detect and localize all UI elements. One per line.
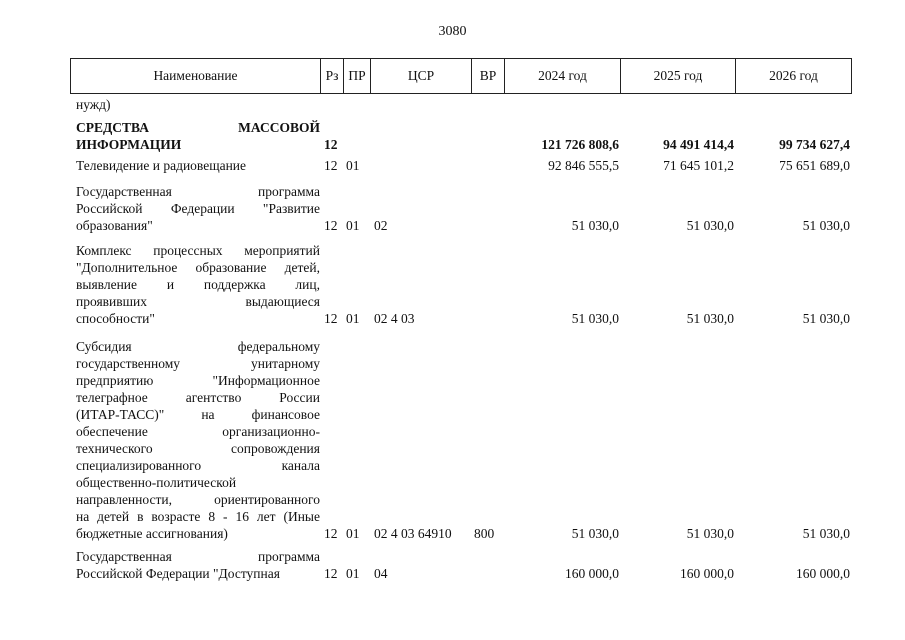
row-name-line: (ИТАР-ТАСС)" на финансовое bbox=[76, 407, 320, 422]
row-rz: 12 bbox=[324, 218, 338, 233]
row-name-line: Телевидение и радиовещание bbox=[76, 158, 247, 173]
row-value-2025: 71 645 101,2 bbox=[663, 158, 734, 173]
row-value-2024: 51 030,0 bbox=[571, 526, 619, 541]
row-name-line: СРЕДСТВА МАССОВОЙ bbox=[76, 120, 320, 135]
row-value-2026: 99 734 627,4 bbox=[779, 137, 850, 152]
header-csr: ЦСР bbox=[371, 59, 472, 93]
row-csr: 02 4 03 64910 bbox=[374, 526, 452, 541]
row-value-2024: 160 000,0 bbox=[565, 566, 619, 581]
row-name-line: способности" bbox=[76, 311, 155, 326]
row-rz: 12 bbox=[324, 137, 338, 152]
row-name bbox=[76, 183, 320, 234]
header-name: Наименование bbox=[71, 59, 321, 93]
row-name-line: телеграфное агентство России bbox=[76, 390, 320, 405]
carryover-text: нужд) bbox=[76, 97, 111, 112]
header-2024: 2024 год bbox=[505, 59, 621, 93]
row-pr: 01 bbox=[346, 218, 360, 233]
row-pr: 01 bbox=[346, 311, 360, 326]
row-value-2025: 94 491 414,4 bbox=[663, 137, 734, 152]
header-2025: 2025 год bbox=[621, 59, 736, 93]
row-name-line: обеспечение организационно- bbox=[76, 424, 320, 439]
page-number: 3080 bbox=[438, 24, 467, 39]
row-name bbox=[76, 338, 320, 542]
row-name-line: направленности, ориентированного bbox=[76, 492, 320, 507]
row-name-line: "Дополнительное образование детей, bbox=[76, 260, 320, 275]
row-value-2026: 160 000,0 bbox=[796, 566, 850, 581]
row-value-2024: 121 726 808,6 bbox=[541, 137, 619, 152]
header-pr: ПР bbox=[344, 59, 371, 93]
row-rz: 12 bbox=[324, 311, 338, 326]
row-name-line: Государственная программа bbox=[76, 184, 320, 199]
row-name-line: Государственная программа bbox=[76, 549, 320, 564]
row-name-line: на детей в возрасте 8 - 16 лет (Иные bbox=[76, 509, 320, 524]
row-value-2025: 160 000,0 bbox=[680, 566, 734, 581]
row-name-line: технического сопровождения bbox=[76, 441, 320, 456]
row-name-line: специализированного канала bbox=[76, 458, 320, 473]
header-2026: 2026 год bbox=[769, 68, 818, 83]
row-csr: 02 4 03 bbox=[374, 311, 415, 326]
row-name-line: предприятию "Информационное bbox=[76, 373, 320, 388]
row-value-2024: 51 030,0 bbox=[571, 218, 619, 233]
row-value-2026: 51 030,0 bbox=[802, 526, 850, 541]
row-rz: 12 bbox=[324, 566, 338, 581]
row-pr: 01 bbox=[346, 566, 360, 581]
row-value-2026: 51 030,0 bbox=[802, 218, 850, 233]
row-name-line: Комплекс процессных мероприятий bbox=[76, 243, 320, 258]
row-name-line: общественно-политической bbox=[76, 475, 237, 490]
row-value-2025: 51 030,0 bbox=[686, 218, 734, 233]
row-name-line: Российской Федерации "Развитие bbox=[76, 201, 320, 216]
row-pr: 01 bbox=[346, 158, 360, 173]
row-name-line: государственному унитарному bbox=[76, 356, 320, 371]
row-value-2026: 75 651 689,0 bbox=[779, 158, 850, 173]
row-name-line: ИНФОРМАЦИИ bbox=[76, 137, 182, 152]
row-value-2025: 51 030,0 bbox=[686, 311, 734, 326]
row-value-2024: 92 846 555,5 bbox=[548, 158, 619, 173]
row-vr: 800 bbox=[474, 526, 495, 541]
row-rz: 12 bbox=[324, 526, 338, 541]
row-pr: 01 bbox=[346, 526, 360, 541]
header-rz: Рз bbox=[321, 59, 344, 93]
row-csr: 04 bbox=[374, 566, 388, 581]
row-name bbox=[76, 242, 320, 327]
table-header bbox=[70, 58, 852, 94]
row-value-2024: 51 030,0 bbox=[571, 311, 619, 326]
header-vr: ВР bbox=[472, 59, 505, 93]
row-rz: 12 bbox=[324, 158, 338, 173]
row-name bbox=[76, 157, 320, 174]
row-name bbox=[76, 119, 320, 153]
row-csr: 02 bbox=[374, 218, 388, 233]
row-name bbox=[76, 548, 320, 582]
row-name-line: бюджетные ассигнования) bbox=[76, 526, 228, 541]
row-name-line: образования" bbox=[76, 218, 153, 233]
row-name-line: Субсидия федеральному bbox=[76, 339, 320, 354]
row-value-2026: 51 030,0 bbox=[802, 311, 850, 326]
row-value-2025: 51 030,0 bbox=[686, 526, 734, 541]
row-name-line: Российской Федерации "Доступная bbox=[76, 566, 280, 581]
row-name-line: выявление и поддержка лиц, bbox=[76, 277, 320, 292]
row-name-line: проявивших выдающиеся bbox=[76, 294, 320, 309]
